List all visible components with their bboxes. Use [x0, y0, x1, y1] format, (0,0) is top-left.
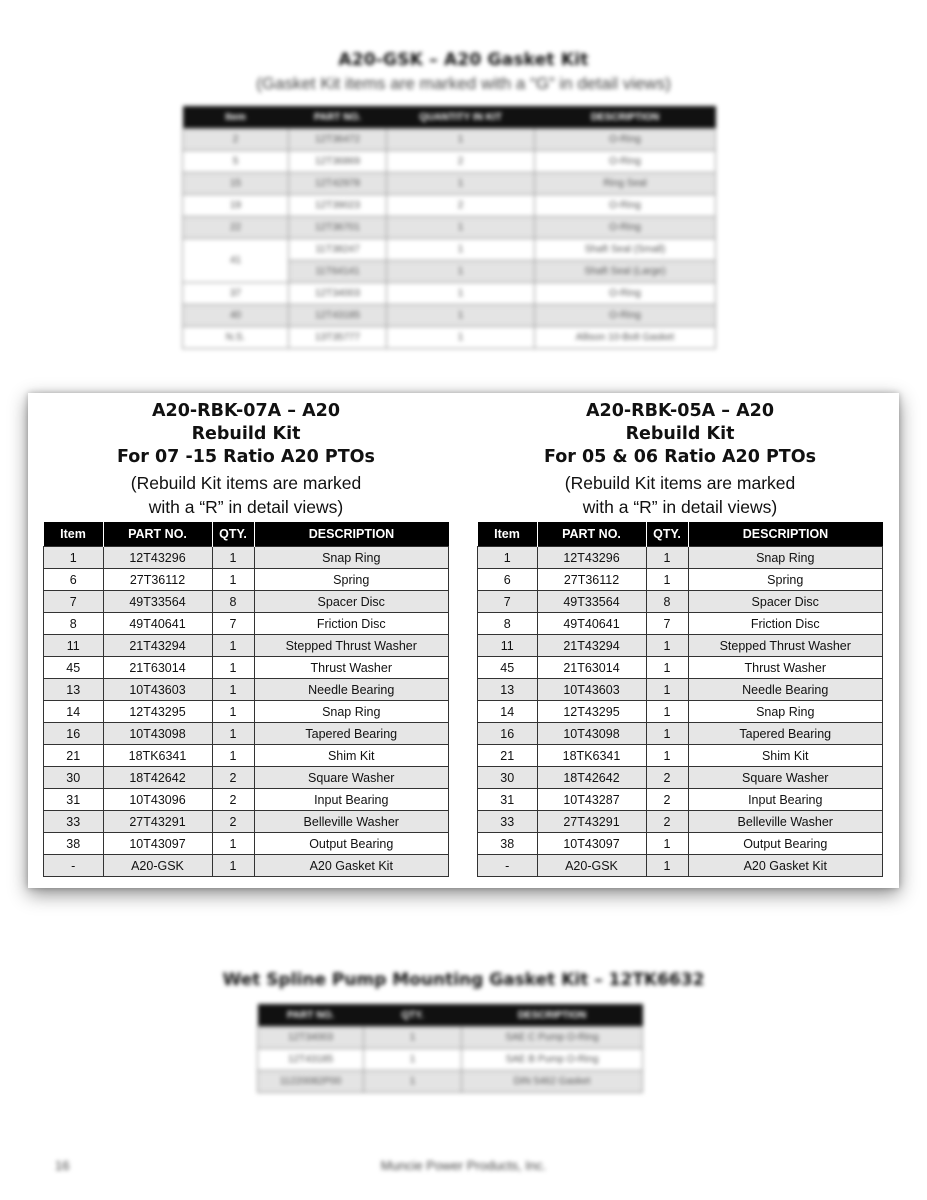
column-header: Item [183, 106, 289, 129]
company-name: Muncie Power Products, Inc. [380, 1158, 547, 1173]
cell-part-no: 27T43291 [537, 811, 646, 833]
cell-quantity: 1 [387, 173, 535, 195]
cell-description: DIN 5462 Gasket [462, 1071, 643, 1093]
cell-part-no: 12T43185 [289, 305, 387, 327]
cell-quantity: 1 [646, 569, 688, 591]
cell-description: Tapered Bearing [688, 723, 883, 745]
cell-quantity: 2 [387, 195, 535, 217]
gasket-kit-subtitle: (Gasket Kit items are marked with a “G” in detail views) [256, 74, 671, 93]
cell-quantity: 1 [646, 833, 688, 855]
cell-part-no: 49T40641 [537, 613, 646, 635]
cell-item: 1 [478, 547, 538, 569]
cell-description: Needle Bearing [254, 679, 449, 701]
kit-title-line: For 05 & 06 Ratio A20 PTOs [543, 447, 817, 467]
kit-note-line: (Rebuild Kit items are marked [564, 473, 796, 493]
cell-item: 15 [183, 173, 289, 195]
table-row [478, 745, 883, 767]
column-header: PART NO. [289, 106, 387, 129]
table-row [478, 657, 883, 679]
cell-item: 5 [183, 151, 289, 173]
cell-item: 30 [44, 767, 104, 789]
cell-part-no: 18T42642 [537, 767, 646, 789]
column-header: Item [478, 522, 538, 547]
table-row [183, 283, 716, 305]
kit-title-line: Rebuild Kit [625, 424, 735, 444]
table-row [44, 569, 449, 591]
cell-item: 41 [183, 239, 289, 283]
cell-description: Thrust Washer [688, 657, 883, 679]
kit-title-line: A20-RBK-07A – A20 [151, 401, 340, 421]
cell-description: O-Ring [535, 129, 716, 151]
cell-quantity: 7 [212, 613, 254, 635]
cell-item: 22 [183, 217, 289, 239]
table-row [478, 635, 883, 657]
cell-description: Snap Ring [688, 701, 883, 723]
column-header: PART NO. [537, 522, 646, 547]
kit-title-line: A20-RBK-05A – A20 [585, 401, 774, 421]
cell-quantity: 1 [646, 657, 688, 679]
cell-part-no: 49T33564 [103, 591, 212, 613]
table-row [44, 657, 449, 679]
cell-description: Shaft Seal (Large) [535, 261, 716, 283]
cell-description: Stepped Thrust Washer [254, 635, 449, 657]
table-row [183, 239, 716, 261]
table-row [478, 591, 883, 613]
cell-description: Snap Ring [254, 547, 449, 569]
cell-quantity: 8 [646, 591, 688, 613]
cell-quantity: 1 [387, 129, 535, 151]
cell-quantity: 1 [646, 679, 688, 701]
cell-part-no: 12T43296 [103, 547, 212, 569]
cell-part-no: 11T38247 [289, 239, 387, 261]
cell-part-no: 10T43098 [103, 723, 212, 745]
cell-part-no: 18T42642 [103, 767, 212, 789]
cell-item: - [44, 855, 104, 877]
table-row [44, 701, 449, 723]
cell-description: Spacer Disc [688, 591, 883, 613]
table-row [258, 1071, 643, 1093]
cell-item: 2 [183, 129, 289, 151]
cell-part-no: 49T40641 [103, 613, 212, 635]
cell-description: Shim Kit [688, 745, 883, 767]
table-row [478, 833, 883, 855]
table-row [44, 745, 449, 767]
cell-description: Belleville Washer [254, 811, 449, 833]
table-row [478, 547, 883, 569]
cell-quantity: 1 [212, 657, 254, 679]
cell-quantity: 1 [387, 305, 535, 327]
cell-part-no: 21T43294 [103, 635, 212, 657]
cell-part-no: 12T43185 [258, 1049, 364, 1071]
cell-description: A20 Gasket Kit [688, 855, 883, 877]
table-row [183, 327, 716, 349]
cell-quantity: 1 [646, 635, 688, 657]
cell-item: 16 [44, 723, 104, 745]
cell-part-no: 21T43294 [537, 635, 646, 657]
cell-quantity: 1 [387, 283, 535, 305]
cell-part-no: 10T43603 [537, 679, 646, 701]
cell-description: O-Ring [535, 151, 716, 173]
table-row [478, 701, 883, 723]
cell-quantity: 2 [646, 789, 688, 811]
table-row [478, 613, 883, 635]
cell-description: O-Ring [535, 217, 716, 239]
cell-item: 6 [44, 569, 104, 591]
cell-description: Spring [688, 569, 883, 591]
cell-part-no: 21T63014 [537, 657, 646, 679]
table-row [44, 591, 449, 613]
cell-description: A20 Gasket Kit [254, 855, 449, 877]
cell-part-no: A20-GSK [103, 855, 212, 877]
pump-kit-title: Wet Spline Pump Mounting Gasket Kit – 12TK6632 [222, 970, 705, 990]
column-header: QUANTITY IN KIT [387, 106, 535, 129]
cell-item: 21 [478, 745, 538, 767]
cell-description: Ring Seal [535, 173, 716, 195]
cell-description: O-Ring [535, 283, 716, 305]
cell-quantity: 1 [646, 701, 688, 723]
gasket-kit-table [182, 106, 716, 349]
cell-description: O-Ring [535, 195, 716, 217]
table-row [478, 811, 883, 833]
cell-description: Spacer Disc [254, 591, 449, 613]
cell-part-no: 27T36112 [103, 569, 212, 591]
table-row [44, 767, 449, 789]
column-header: PART NO. [103, 522, 212, 547]
cell-description: Output Bearing [254, 833, 449, 855]
cell-description: Friction Disc [688, 613, 883, 635]
kit-heading [477, 393, 883, 519]
cell-item: 38 [478, 833, 538, 855]
cell-description: Belleville Washer [688, 811, 883, 833]
table-row [183, 217, 716, 239]
table-row [183, 195, 716, 217]
cell-quantity: 7 [646, 613, 688, 635]
cell-quantity: 1 [646, 547, 688, 569]
cell-item: 6 [478, 569, 538, 591]
column-header: QTY. [646, 522, 688, 547]
cell-part-no: 12T36869 [289, 151, 387, 173]
cell-quantity: 1 [212, 679, 254, 701]
kit-note [43, 471, 449, 519]
cell-quantity: 1 [212, 855, 254, 877]
cell-item: 45 [44, 657, 104, 679]
cell-part-no: 12T36472 [289, 129, 387, 151]
cell-item: 38 [44, 833, 104, 855]
cell-item: 31 [478, 789, 538, 811]
table-row [183, 173, 716, 195]
table-row [44, 789, 449, 811]
cell-description: Input Bearing [254, 789, 449, 811]
cell-description: Allison 10-Bolt Gasket [535, 327, 716, 349]
cell-description: Square Washer [688, 767, 883, 789]
cell-part-no: 10T43603 [103, 679, 212, 701]
cell-description: Friction Disc [254, 613, 449, 635]
cell-quantity: 1 [364, 1027, 462, 1049]
table-row [183, 305, 716, 327]
cell-item: 11 [44, 635, 104, 657]
column-header: DESCRIPTION [462, 1004, 643, 1027]
table-row [44, 679, 449, 701]
cell-quantity: 1 [212, 547, 254, 569]
cell-part-no: 18TK6341 [103, 745, 212, 767]
cell-description: Spring [254, 569, 449, 591]
cell-description: Input Bearing [688, 789, 883, 811]
cell-item: 7 [44, 591, 104, 613]
cell-description: Stepped Thrust Washer [688, 635, 883, 657]
cell-item: 8 [478, 613, 538, 635]
table-row [478, 723, 883, 745]
cell-description: Snap Ring [688, 547, 883, 569]
cell-item: 33 [44, 811, 104, 833]
kit-note [477, 471, 883, 519]
cell-quantity: 2 [646, 811, 688, 833]
cell-description: Shaft Seal (Small) [535, 239, 716, 261]
cell-part-no: 12T34003 [258, 1027, 364, 1049]
cell-quantity: 1 [646, 855, 688, 877]
cell-quantity: 1 [387, 261, 535, 283]
cell-item: 14 [44, 701, 104, 723]
cell-item: 16 [478, 723, 538, 745]
cell-quantity: 1 [646, 723, 688, 745]
cell-quantity: 1 [364, 1049, 462, 1071]
cell-item: 40 [183, 305, 289, 327]
cell-quantity: 1 [646, 745, 688, 767]
cell-part-no: 12T36701 [289, 217, 387, 239]
table-row [183, 151, 716, 173]
cell-quantity: 2 [212, 789, 254, 811]
column-header: QTY. [364, 1004, 462, 1027]
cell-part-no: 12T43295 [103, 701, 212, 723]
kit-note-line: with a “R” in detail views) [148, 497, 344, 517]
cell-description: Thrust Washer [254, 657, 449, 679]
cell-part-no: 12T42978 [289, 173, 387, 195]
cell-part-no: 11220082P00 [258, 1071, 364, 1093]
cell-description: Needle Bearing [688, 679, 883, 701]
table-row [478, 569, 883, 591]
cell-part-no: 10T43098 [537, 723, 646, 745]
rebuild-kits-card [28, 393, 899, 888]
cell-part-no: 12T43295 [537, 701, 646, 723]
rebuild-kit-07a [43, 393, 449, 873]
cell-part-no: 13T35777 [289, 327, 387, 349]
cell-quantity: 1 [212, 569, 254, 591]
cell-quantity: 1 [387, 217, 535, 239]
table-row [478, 767, 883, 789]
table-row [258, 1049, 643, 1071]
cell-description: Tapered Bearing [254, 723, 449, 745]
kit-title-line: For 07 -15 Ratio A20 PTOs [117, 447, 375, 467]
cell-item: 13 [44, 679, 104, 701]
kit-title-line: Rebuild Kit [191, 424, 301, 444]
cell-part-no: 10T43097 [103, 833, 212, 855]
cell-part-no: 49T33564 [537, 591, 646, 613]
cell-description: Shim Kit [254, 745, 449, 767]
cell-part-no: 27T43291 [103, 811, 212, 833]
cell-part-no: A20-GSK [537, 855, 646, 877]
gasket-kit-title: A20-GSK – A20 Gasket Kit [338, 50, 589, 70]
cell-item: N.S. [183, 327, 289, 349]
cell-part-no: 11T64141 [289, 261, 387, 283]
table-row [44, 855, 449, 877]
table-row [478, 789, 883, 811]
pump-gasket-section [0, 970, 927, 1087]
cell-item: 1 [44, 547, 104, 569]
cell-quantity: 8 [212, 591, 254, 613]
kit-table [477, 522, 883, 877]
cell-quantity: 1 [212, 701, 254, 723]
cell-quantity: 2 [646, 767, 688, 789]
column-header: DESCRIPTION [535, 106, 716, 129]
cell-part-no: 10T43097 [537, 833, 646, 855]
cell-item: 8 [44, 613, 104, 635]
cell-quantity: 1 [387, 239, 535, 261]
cell-part-no: 12T43296 [537, 547, 646, 569]
table-row [44, 723, 449, 745]
cell-item: 21 [44, 745, 104, 767]
page-number: 16 [55, 1158, 70, 1173]
column-header: Item [44, 522, 104, 547]
pump-kit-table [257, 1004, 643, 1093]
cell-description: Snap Ring [254, 701, 449, 723]
table-row [478, 855, 883, 877]
cell-part-no: 12T39023 [289, 195, 387, 217]
cell-part-no: 12T34003 [289, 283, 387, 305]
table-row [478, 679, 883, 701]
column-header: DESCRIPTION [254, 522, 449, 547]
cell-description: Square Washer [254, 767, 449, 789]
cell-item: 31 [44, 789, 104, 811]
column-header: PART NO. [258, 1004, 364, 1027]
kit-table [43, 522, 449, 877]
table-row [44, 613, 449, 635]
cell-description: Output Bearing [688, 833, 883, 855]
cell-part-no: 10T43287 [537, 789, 646, 811]
kit-note-line: (Rebuild Kit items are marked [130, 473, 362, 493]
cell-description: SAE B Pump O-Ring [462, 1049, 643, 1071]
cell-description: O-Ring [535, 305, 716, 327]
cell-item: 45 [478, 657, 538, 679]
table-row [44, 635, 449, 657]
cell-quantity: 2 [387, 151, 535, 173]
cell-item: 11 [478, 635, 538, 657]
cell-item: - [478, 855, 538, 877]
cell-quantity: 1 [212, 723, 254, 745]
column-header: QTY. [212, 522, 254, 547]
cell-item: 13 [478, 679, 538, 701]
cell-part-no: 21T63014 [103, 657, 212, 679]
cell-quantity: 1 [364, 1071, 462, 1093]
column-header: DESCRIPTION [688, 522, 883, 547]
cell-quantity: 1 [212, 833, 254, 855]
table-row [44, 811, 449, 833]
cell-item: 14 [478, 701, 538, 723]
cell-item: 7 [478, 591, 538, 613]
cell-item: 37 [183, 283, 289, 305]
table-row [183, 129, 716, 151]
cell-description: SAE C Pump O-Ring [462, 1027, 643, 1049]
table-row [258, 1027, 643, 1049]
cell-item: 19 [183, 195, 289, 217]
kit-heading [43, 393, 449, 519]
cell-part-no: 18TK6341 [537, 745, 646, 767]
cell-part-no: 27T36112 [537, 569, 646, 591]
cell-part-no: 10T43096 [103, 789, 212, 811]
gasket-kit-section [0, 50, 927, 343]
cell-quantity: 1 [212, 745, 254, 767]
table-row [44, 547, 449, 569]
cell-quantity: 1 [212, 635, 254, 657]
kit-note-line: with a “R” in detail views) [582, 497, 778, 517]
cell-item: 30 [478, 767, 538, 789]
cell-quantity: 2 [212, 811, 254, 833]
cell-item: 33 [478, 811, 538, 833]
cell-quantity: 1 [387, 327, 535, 349]
cell-quantity: 2 [212, 767, 254, 789]
rebuild-kit-05a [477, 393, 883, 873]
table-row [44, 833, 449, 855]
